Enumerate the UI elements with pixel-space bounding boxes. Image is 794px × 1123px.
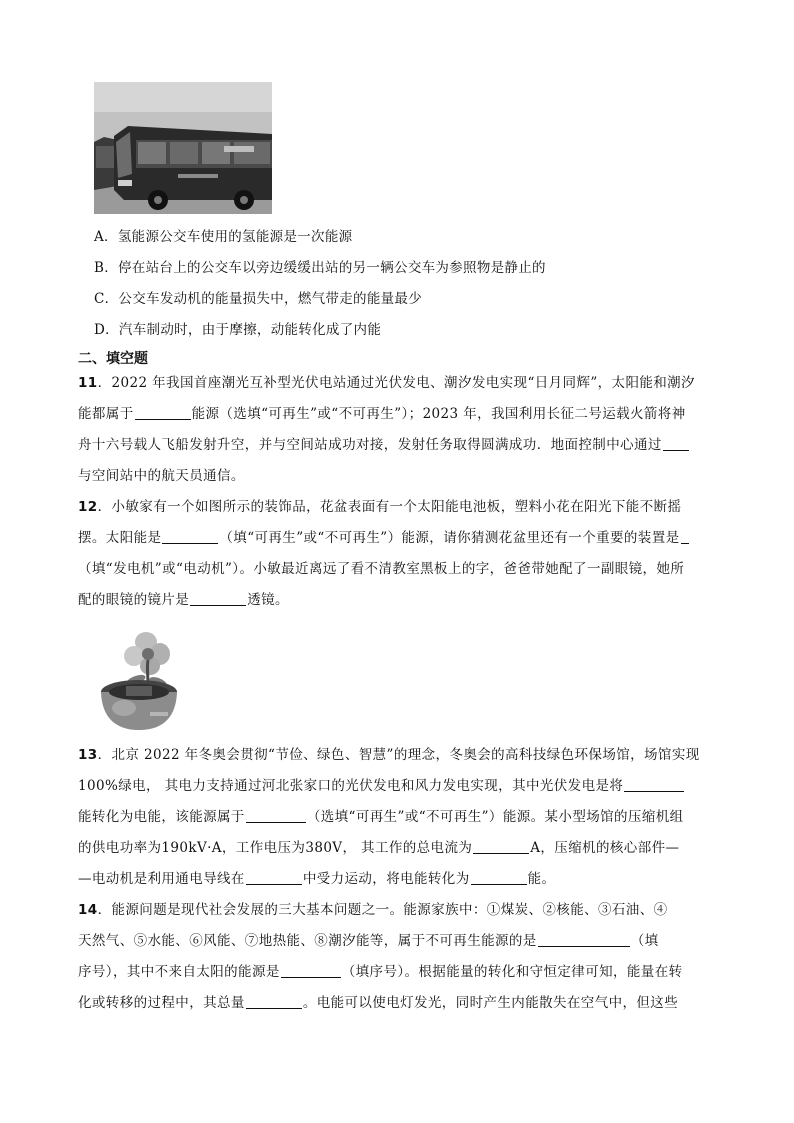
- q13-blank-4[interactable]: [246, 870, 302, 885]
- q13-line-1: 13．北京 2022 年冬奥会贯彻“节俭、绿色、智慧”的理念，冬奥会的高科技绿色环保场馆，场馆实现: [78, 747, 700, 763]
- q12-line-2: 摆。太阳能是 （填“可再生”或“不可再生”）能源，请你猜测花盆里还有一个重要的装置是: [78, 528, 690, 548]
- q12-blank-2[interactable]: [681, 529, 689, 544]
- option-d: D．汽车制动时，由于摩擦，动能转化成了内能: [94, 322, 382, 338]
- q14-line-1: 14．能源问题是现代社会发展的三大基本问题之一。能源家族中：①煤炭、②核能、③石油、④: [78, 902, 668, 918]
- q13-blank-1[interactable]: [624, 777, 684, 792]
- q11-line-4: 与空间站中的航天员通信。: [78, 468, 245, 484]
- q12-blank-1[interactable]: [162, 529, 218, 544]
- q14-line-4: 化或转移的过程中，其总量 。电能可以使电灯发光，同时产生内能散失在空气中，但这些: [78, 995, 679, 1011]
- q13-line-3: 能转化为电能，该能源属于 （选填“可再生”或“不可再生”）能源。某小型场馆的压缩机组: [78, 809, 684, 825]
- q11-number: 11: [78, 375, 98, 391]
- q14-blank-3[interactable]: [246, 994, 302, 1009]
- q12-line-4: 配的眼镜的镜片是 透镜。: [78, 592, 289, 608]
- q11-line-1: 11．2022 年我国首座潮光互补型光伏电站通过光伏发电、潮汐发电实现“日月同辉”，太阳能和潮汐: [78, 375, 695, 391]
- q14-line-2: 天然气、⑤水能、⑥风能、⑦地热能、⑧潮汐能等，属于不可再生能源的是 （填: [78, 933, 659, 949]
- bus-image: [94, 82, 272, 214]
- q13-line-4: 的供电功率为190kV·A，工作电压为380V， 其工作的总电流为 A，压缩机的核心部件—: [78, 840, 680, 856]
- q11-blank-2[interactable]: [663, 436, 689, 451]
- q12-line-3: （填“发电机”或“电动机”）。小敏最近离远了看不清教室黑板上的字，爸爸带她配了一副眼镜，她所: [78, 561, 685, 577]
- option-b: B．停在站台上的公交车以旁边缓缓出站的另一辆公交车为参照物是静止的: [94, 260, 546, 276]
- q11-blank-1[interactable]: [135, 405, 191, 420]
- option-c: C．公交车发动机的能量损失中，燃气带走的能量最少: [94, 291, 423, 307]
- q11-line-2: 能都属于 能源（选填“可再生”或“不可再生”）；2023 年，我国利用长征二号运载火箭将神: [78, 406, 686, 422]
- q12-blank-3[interactable]: [190, 591, 246, 606]
- q13-number: 13: [78, 747, 98, 763]
- q11-line-3: 舟十六号载人飞船发射升空，并与空间站成功对接，发射任务取得圆满成功．地面控制中心通过: [78, 435, 690, 455]
- q13-blank-5[interactable]: [471, 870, 527, 885]
- q12-number: 12: [78, 499, 98, 515]
- q14-blank-1[interactable]: [538, 932, 630, 947]
- option-a: A．氢能源公交车使用的氢能源是一次能源: [94, 229, 353, 245]
- q13-line-2: 100%绿电， 其电力支持通过河北张家口的光伏发电和风力发电实现，其中光伏发电是将: [78, 776, 685, 796]
- q14-blank-2[interactable]: [281, 963, 341, 978]
- section-title: 二、填空题: [78, 351, 148, 367]
- q13-blank-3[interactable]: [473, 839, 529, 854]
- q14-number: 14: [78, 902, 98, 918]
- q14-line-3: 序号），其中不来自太阳的能源是 （填序号）。根据能量的转化和守恒定律可知，能量在转: [78, 964, 683, 980]
- q12-line-1: 12．小敏家有一个如图所示的装饰品，花盆表面有一个太阳能电池板，塑料小花在阳光下能不断摇: [78, 499, 682, 515]
- flower-pot-image: [94, 628, 184, 732]
- q13-line-5: —电动机是利用通电导线在 中受力运动，将电能转化为 能。: [78, 871, 556, 887]
- q13-blank-2[interactable]: [246, 808, 306, 823]
